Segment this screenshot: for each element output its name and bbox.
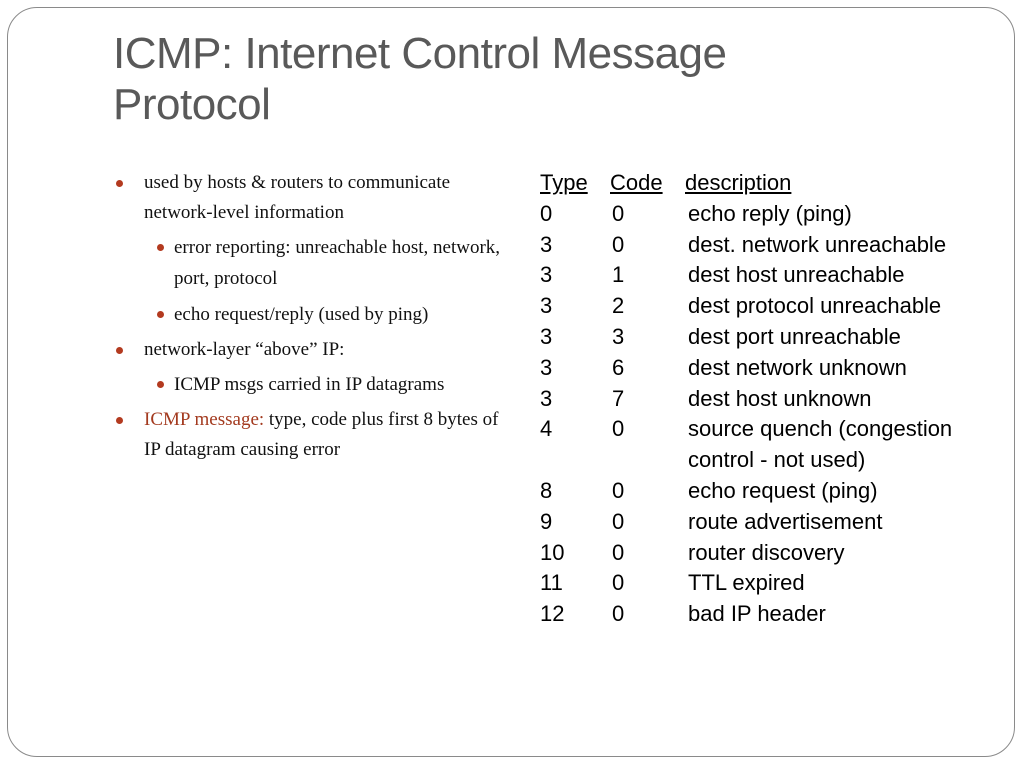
- table-row: [540, 538, 1010, 569]
- bullet-icon: [157, 311, 164, 318]
- cell-code: 0: [612, 539, 625, 565]
- cell-code: 0: [612, 508, 625, 534]
- table-row: [540, 507, 1010, 538]
- cell-description: router discovery: [688, 539, 845, 565]
- cell-code: 0: [612, 231, 625, 257]
- bullet-text: echo request/reply (used by ping): [174, 304, 429, 325]
- table-row: [540, 199, 1010, 230]
- cell-type: 3: [540, 323, 553, 349]
- cell-description: control - not used): [688, 447, 866, 473]
- bullet-icon: [157, 244, 164, 251]
- sub-bullet-item: [114, 369, 519, 400]
- cell-description: bad IP header: [688, 601, 826, 627]
- sub-bullet-item: [114, 232, 519, 294]
- cell-type: 12: [540, 601, 565, 627]
- cell-type: 4: [540, 416, 553, 442]
- slide-title: ICMP: Internet Control Message Protocol: [113, 29, 727, 129]
- table-row: [540, 353, 1010, 384]
- cell-description: dest host unknown: [688, 385, 872, 411]
- cell-code: 0: [612, 601, 625, 627]
- header-type: Type: [540, 170, 588, 195]
- cell-code: 2: [612, 293, 625, 319]
- table-row: [540, 568, 1010, 599]
- cell-description: echo request (ping): [688, 477, 878, 503]
- cell-type: 11: [540, 570, 563, 596]
- table-row: [540, 230, 1010, 261]
- cell-type: 3: [540, 231, 553, 257]
- cell-description: dest network unknown: [688, 354, 907, 380]
- bullet-list: [114, 168, 519, 469]
- table-row: [540, 414, 1010, 445]
- cell-type: 3: [540, 385, 553, 411]
- table-header: [540, 168, 1010, 199]
- cell-description: echo reply (ping): [688, 200, 852, 226]
- table-row: [540, 599, 1010, 630]
- cell-description: dest port unreachable: [688, 323, 901, 349]
- table-row: [540, 445, 1010, 476]
- cell-type: 3: [540, 293, 553, 319]
- cell-description: dest protocol unreachable: [688, 293, 942, 319]
- cell-code: 0: [612, 570, 625, 596]
- header-code: Code: [610, 170, 663, 195]
- cell-code: 0: [612, 200, 625, 226]
- sub-bullet-item: [114, 299, 519, 330]
- cell-code: 7: [612, 385, 625, 411]
- bullet-text: network-layer “above” IP:: [144, 339, 345, 360]
- cell-code: 1: [612, 262, 625, 288]
- cell-type: 8: [540, 477, 553, 503]
- cell-code: 0: [612, 416, 625, 442]
- bullet-item: [114, 405, 519, 465]
- cell-code: 0: [612, 477, 625, 503]
- bullet-item: [114, 168, 519, 228]
- cell-code: 6: [612, 354, 625, 380]
- bullet-text: error reporting: unreachable host, network, port, protocol: [174, 237, 501, 289]
- bullet-text: used by hosts & routers to communicate network-level information: [144, 172, 451, 223]
- icmp-type-table: [540, 168, 1010, 630]
- cell-description: dest host unreachable: [688, 262, 905, 288]
- cell-description: TTL expired: [688, 570, 805, 596]
- cell-description: source quench (congestion: [688, 416, 953, 442]
- header-description: description: [685, 170, 792, 195]
- bullet-icon: [116, 180, 123, 187]
- cell-type: 0: [540, 200, 553, 226]
- cell-type: 9: [540, 508, 553, 534]
- bullet-item: [114, 335, 519, 365]
- table-row: [540, 384, 1010, 415]
- cell-code: 3: [612, 323, 625, 349]
- table-row: [540, 476, 1010, 507]
- bullet-icon: [157, 381, 164, 388]
- cell-type: 10: [540, 539, 565, 565]
- cell-description: route advertisement: [688, 508, 883, 534]
- bullet-icon: [116, 417, 123, 424]
- bullet-text: ICMP msgs carried in IP datagrams: [174, 374, 445, 395]
- cell-type: 3: [540, 354, 553, 380]
- bullet-icon: [116, 347, 123, 354]
- bullet-text: type, code plus first 8 bytes of IP datagram causing error: [144, 409, 499, 460]
- table-row: [540, 291, 1010, 322]
- highlight-text: ICMP message:: [144, 409, 265, 430]
- cell-description: dest. network unreachable: [688, 231, 947, 257]
- cell-type: 3: [540, 262, 553, 288]
- table-row: [540, 260, 1010, 291]
- table-row: [540, 322, 1010, 353]
